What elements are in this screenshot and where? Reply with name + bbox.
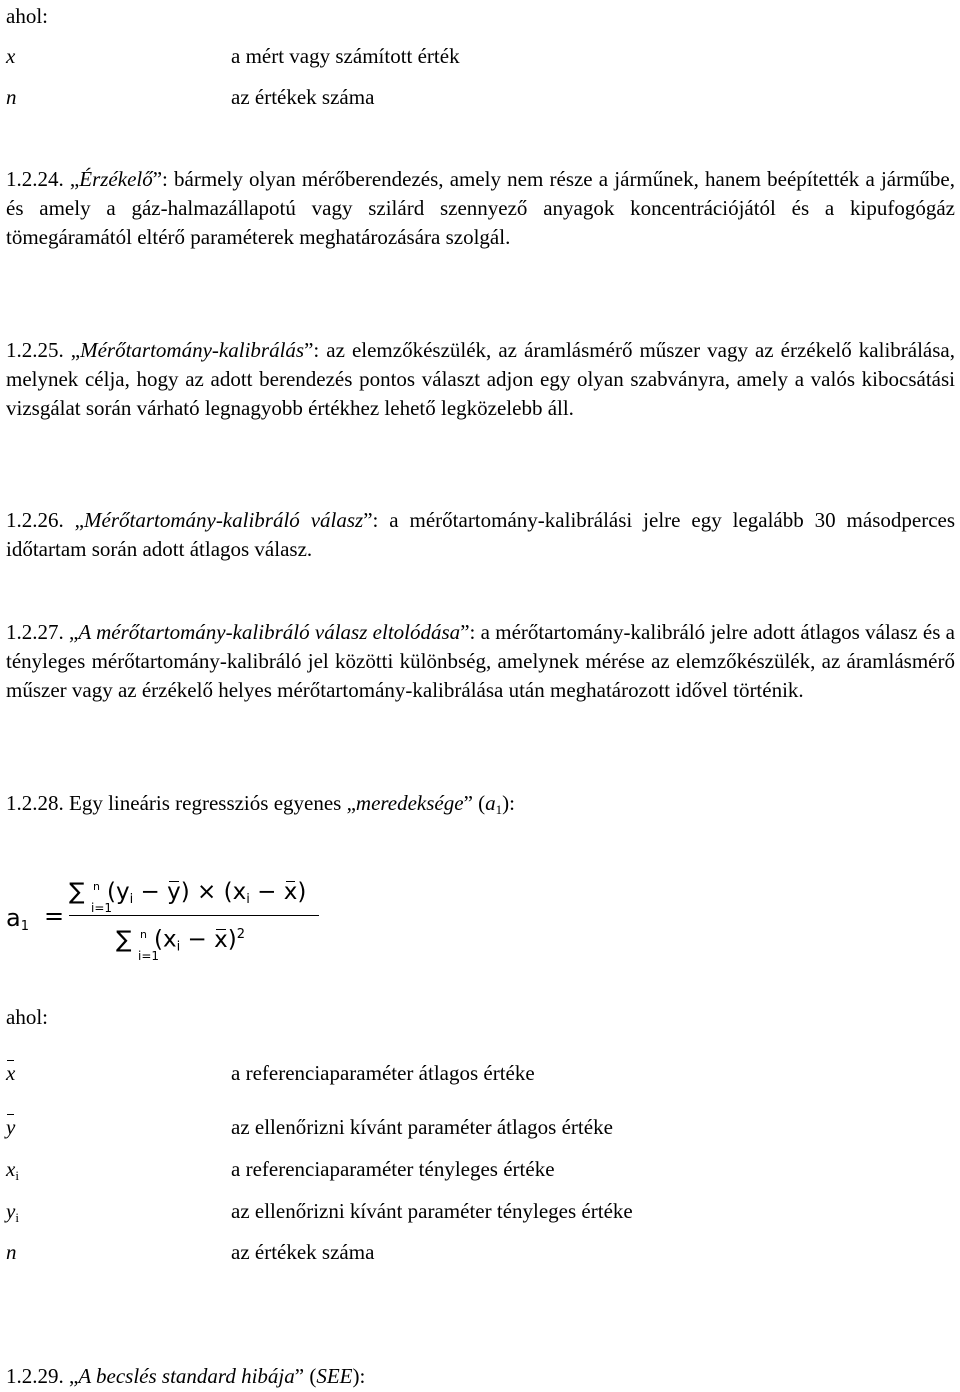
definition-text: bármely olyan mérőberendezés, amely nem része a járműnek, hanem beépítették a járműbe, és amely a gáz-halmazállapotú vagy szilárd szennyező anyagok koncentrációjától és a kipufogógáz tömegáramától eltérő paraméterek meghatározására szolgál.	[6, 167, 955, 249]
close-quote: ”	[463, 791, 473, 815]
close-quote: ”:	[363, 508, 379, 532]
defined-term: meredeksége	[355, 791, 464, 815]
formula-numerator: ∑ n i=1 $(y_i - y) \times (x_i - x)$	[69, 879, 307, 915]
def-term-xi: $x_i$	[6, 1157, 19, 1183]
defs-bottom-header: ahol:	[6, 1005, 48, 1029]
definition-text: a mérőtartomány-kalibrálási jelre egy legalább 30 másodperces időtartam során adott átlagos válasz.	[6, 508, 956, 561]
def-term-n2: n	[6, 1240, 17, 1264]
symbol: a	[485, 791, 496, 815]
def-desc-xi: a referenciaparaméter tényleges értéke	[231, 1157, 555, 1181]
open-quote: „	[69, 620, 79, 644]
def-term-ybar: y	[6, 1113, 15, 1142]
open-quote: „	[69, 1364, 79, 1388]
definition-text: a mérőtartomány-kalibráló jelre adott átlagos válasz és a tényleges mérőtartomány-kalibráló jel közötti különbség, amelynek mérése az elemzőkészülék, az áramlásmérő műszer vagy az érzékelő helyes mérőtartomány-kalibrálása után meghatározott idővel történik.	[6, 620, 955, 702]
section-number: 1.2.24.	[6, 167, 64, 191]
close-quote: ”:	[460, 620, 476, 644]
defs-top-header: ahol:	[6, 4, 48, 28]
close-quote: ”:	[304, 338, 320, 362]
section-number: 1.2.27.	[6, 620, 64, 644]
def-desc-n2: az értékek száma	[231, 1240, 375, 1264]
formula-denominator: ∑ n i=1 $(x_i - x)^2$	[116, 926, 246, 963]
defined-term: Érzékelő	[79, 167, 153, 191]
def-desc-yi: az ellenőrizni kívánt paraméter tényleges értéke	[231, 1199, 633, 1223]
def-desc-n: az értékek száma	[231, 85, 375, 109]
section-number: 1.2.28.	[6, 791, 64, 815]
section-1-2-24	[6, 165, 955, 252]
open-quote: „	[70, 338, 81, 362]
defined-term: Mérőtartomány-kalibrálás	[80, 338, 305, 362]
defined-term: A mérőtartomány-kalibráló válasz eltolódása	[78, 620, 461, 644]
section-number: 1.2.29.	[6, 1364, 64, 1388]
symbol: SEE	[316, 1364, 353, 1388]
section-text: Egy lineáris regressziós egyenes	[63, 791, 347, 815]
paren-open: (	[472, 791, 486, 815]
fraction-bar	[69, 915, 319, 916]
def-term-xbar: x	[6, 1059, 15, 1088]
def-term-n: n	[6, 85, 17, 109]
def-term-x: x	[6, 44, 16, 68]
symbol-subscript: 1	[495, 802, 503, 817]
open-quote: „	[74, 508, 84, 532]
slope-formula	[6, 876, 326, 963]
formula-lhs: $a_1$	[6, 904, 29, 934]
formula-equals: =	[44, 902, 65, 930]
def-desc-x: a mért vagy számított érték	[231, 44, 460, 68]
definition-text: az elemzőkészülék, az áramlásmérő műszer vagy az érzékelő kalibrálása, melynek célja, hogy az adott berendezés pontos választ adjon egy olyan szabványra, amely a valós kibocsátási vizsgálat során várható legnagyobb értékhez lehető legközelebb áll.	[6, 338, 955, 420]
section-1-2-28	[6, 789, 515, 824]
paren-close: ):	[352, 1364, 366, 1388]
section-1-2-29	[6, 1362, 365, 1391]
defined-term: Mérőtartomány-kalibráló válasz	[84, 508, 364, 532]
def-term-yi: $y_i$	[6, 1199, 19, 1225]
open-quote: „	[69, 167, 80, 191]
open-quote: „	[346, 791, 356, 815]
paren-close: ):	[502, 791, 515, 815]
defined-term: A becslés standard hibája	[78, 1364, 295, 1388]
close-quote: ”	[294, 1364, 305, 1388]
section-1-2-25	[6, 336, 955, 423]
section-1-2-26	[6, 506, 955, 564]
def-desc-ybar: az ellenőrizni kívánt paraméter átlagos értéke	[231, 1115, 613, 1139]
close-quote: ”:	[152, 167, 168, 191]
def-desc-xbar: a referenciaparaméter átlagos értéke	[231, 1061, 535, 1085]
section-number: 1.2.25.	[6, 338, 64, 362]
paren-open: (	[304, 1364, 317, 1388]
section-number: 1.2.26.	[6, 508, 64, 532]
section-1-2-27	[6, 618, 955, 705]
